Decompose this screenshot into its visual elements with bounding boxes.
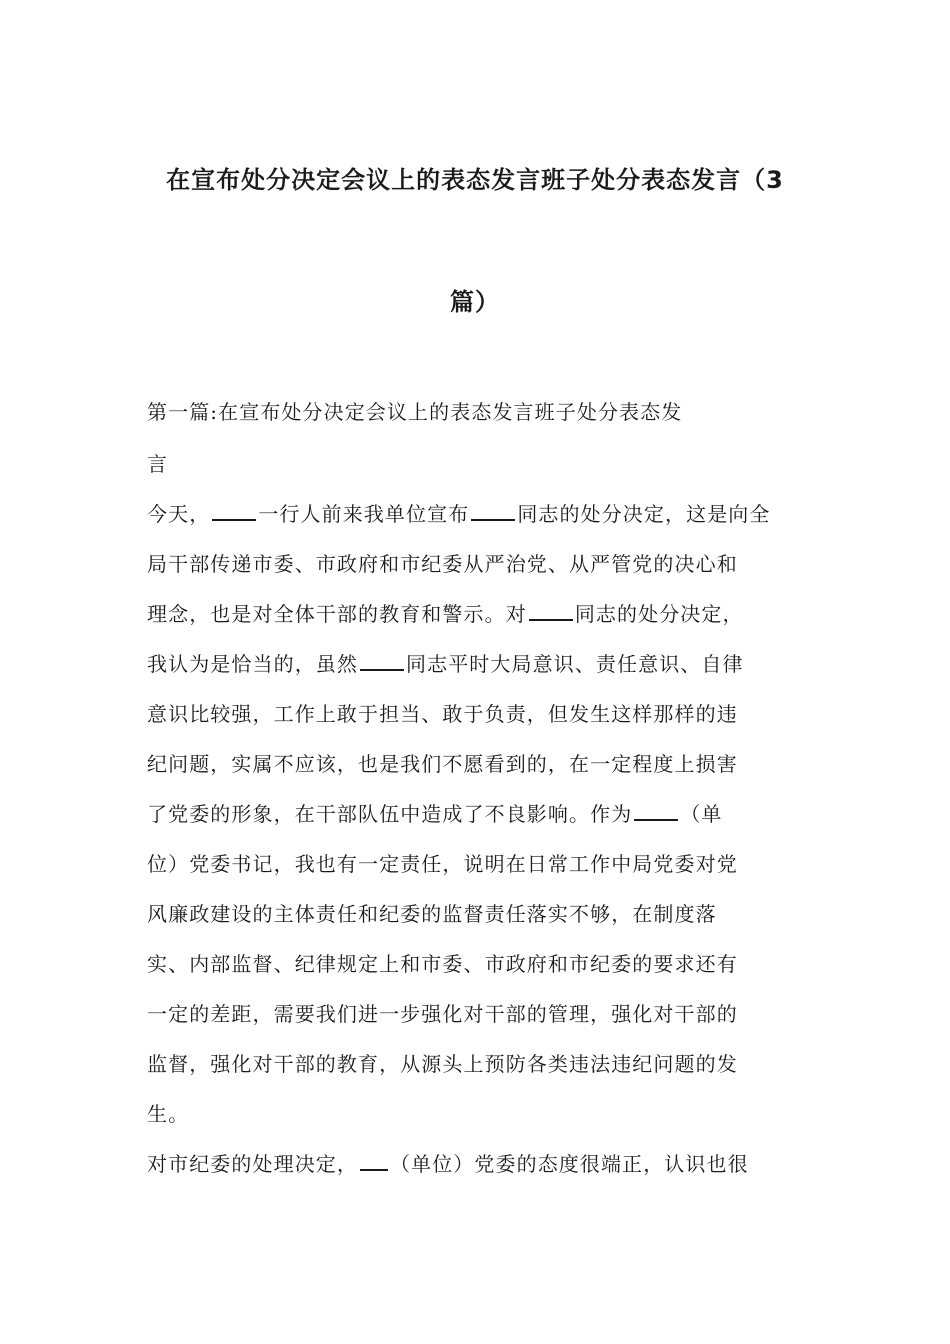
- section-heading-line-2: 言: [147, 452, 169, 476]
- paragraph-1-line-4: [147, 650, 744, 678]
- paragraph-1-line-6: 纪问题，实属不应该，也是我们不愿看到的，在一定程度上损害: [147, 752, 738, 776]
- fill-in-blank: [360, 1151, 388, 1171]
- paragraph-1-line-8: 位）党委书记，我也有一定责任，说明在日常工作中局党委对党: [147, 852, 738, 876]
- paragraph-1-line-5: 意识比较强，工作上敢于担当、敢于负责，但发生这样那样的违: [147, 702, 738, 726]
- text-run: （单: [680, 802, 723, 826]
- paragraph-1-line-2: 局干部传递市委、市政府和市纪委从严治党、从严管党的决心和: [147, 552, 738, 576]
- fill-in-blank: [360, 651, 404, 671]
- paragraph-1-line-3: [147, 600, 744, 628]
- text-run: 我认为是恰当的，虽然: [147, 652, 358, 676]
- paragraph-2-line-1: [147, 1150, 749, 1178]
- text-run: 对市纪委的处理决定，: [147, 1152, 358, 1176]
- document-title-line-2: 篇）: [450, 288, 500, 316]
- paragraph-1-line-10: 实、内部监督、纪律规定上和市委、市政府和市纪委的要求还有: [147, 952, 738, 976]
- paragraph-1-line-7: [147, 800, 723, 828]
- text-run: 理念，也是对全体干部的教育和警示。对: [147, 602, 527, 626]
- fill-in-blank: [471, 501, 515, 521]
- section-heading-line-1: 第一篇:在宣布处分决定会议上的表态发言班子处分表态发: [147, 400, 683, 424]
- text-run: （单位）党委的态度很端正，认识也很: [390, 1152, 749, 1176]
- fill-in-blank: [529, 601, 573, 621]
- fill-in-blank: [212, 501, 256, 521]
- paragraph-1-line-1: [147, 500, 771, 528]
- text-run: 一行人前来我单位宣布: [258, 502, 470, 526]
- text-run: 今天，: [147, 502, 211, 526]
- paragraph-1-line-11: 一定的差距，需要我们进一步强化对干部的管理，强化对干部的: [147, 1002, 738, 1026]
- document-title-line-1: 在宣布处分决定会议上的表态发言班子处分表态发言（3: [166, 166, 784, 194]
- text-run: 同志平时大局意识、责任意识、自律: [406, 652, 744, 676]
- paragraph-1-line-13: 生。: [147, 1102, 190, 1126]
- text-run: 同志的处分决定，这是向全: [517, 502, 771, 526]
- paragraph-1-line-12: 监督，强化对干部的教育，从源头上预防各类违法违纪问题的发: [147, 1052, 738, 1076]
- text-run: 了党委的形象，在干部队伍中造成了不良影响。作为: [147, 802, 633, 826]
- fill-in-blank: [634, 801, 678, 821]
- text-run: 同志的处分决定，: [574, 602, 744, 626]
- paragraph-1-line-9: 风廉政建设的主体责任和纪委的监督责任落实不够，在制度落: [147, 902, 717, 926]
